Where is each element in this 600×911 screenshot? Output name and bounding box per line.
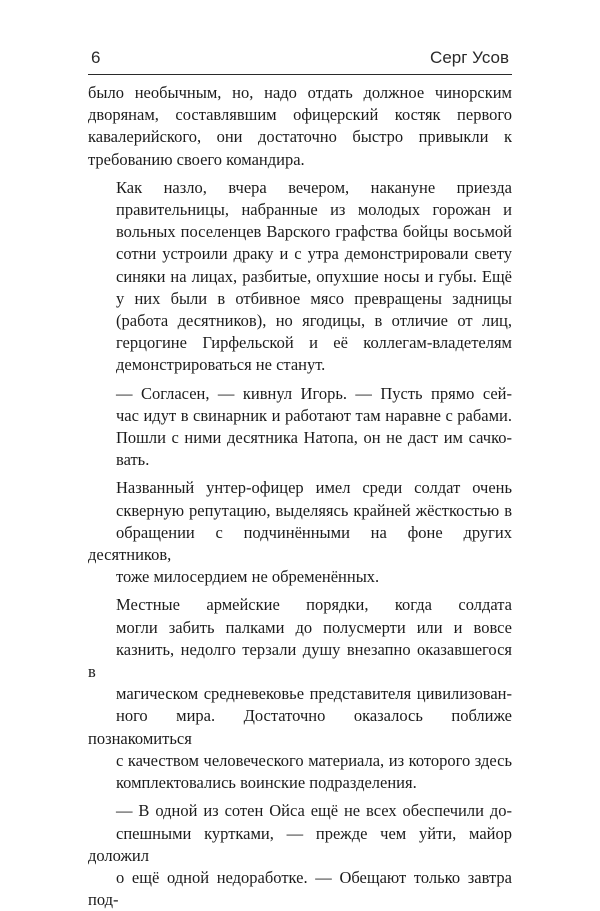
text-body (88, 82, 512, 911)
text-line: вольных поселенцев Варского графства бойцы восьмой (116, 222, 512, 242)
text-line: было необычным, но, надо отдать должное чинорским (88, 83, 512, 102)
text-line: сотни устроили драку и с утра демонстрировали свету (116, 244, 512, 264)
running-header (88, 44, 512, 75)
text-line: вать. (116, 450, 150, 470)
text-line: тоже милосердием не обременённых. (116, 567, 380, 587)
text-line: магическом средневековье представителя цивилизован- (116, 684, 512, 704)
text-line: — Согласен, — кивнул Игорь. — Пусть прямо сей- (116, 383, 512, 403)
text-line: Названный унтер-офицер имел среди солдат очень (116, 478, 512, 498)
text-line: Пошли с ними десятника Натопа, он не даст им сачко- (116, 428, 512, 448)
running-title: Серг Усов (430, 48, 509, 67)
text-line: о ещё одной недоработке. — Обещают только завтра под- (88, 867, 512, 910)
text-line: обращении с подчинёнными на фоне других десятников, (88, 522, 512, 565)
book-page (88, 44, 512, 910)
paragraph (88, 477, 512, 588)
text-line: (работа десятников), но ягодицы, в отличие от лиц, (116, 311, 512, 331)
text-line: Как назло, вчера вечером, накануне приезда (116, 177, 512, 197)
page-number: 6 (91, 48, 101, 67)
text-line: требованию своего командира. (88, 149, 305, 169)
text-line: дворянам, составлявшим офицерский костяк первого (88, 105, 512, 125)
text-line: у них были в отбивное мясо превращены задницы (116, 288, 512, 308)
text-line: синяки на лицах, разбитые, опухшие носы и губы. Ещё (116, 266, 512, 286)
text-line: скверную репутацию, выделяясь крайней жёсткостью в (116, 500, 512, 520)
text-line: комплектовались воинские подразделения. (116, 773, 417, 793)
text-line: — В одной из сотен Ойса ещё не всех обеспечили до- (116, 801, 512, 821)
text-line: спешными куртками, — прежде чем уйти, майор доложил (88, 823, 512, 865)
paragraph (88, 177, 512, 377)
paragraph (88, 383, 512, 472)
text-line: казнить, недолго терзали душу внезапно оказавшегося в (88, 639, 512, 682)
text-line: герцогине Гирфельской и её коллегам-владетелям (116, 333, 512, 353)
text-line: с качеством человеческого материала, из которого здесь (116, 750, 512, 770)
text-line: кавалерийского, они достаточно быстро привыкли к (88, 127, 512, 147)
paragraph (88, 82, 512, 171)
text-line: правительницы, набранные из молодых горожан и (116, 200, 512, 220)
paragraph (88, 800, 512, 911)
text-line: ного мира. Достаточно оказалось поближе познакомиться (88, 706, 512, 748)
text-line: могли забить палками до полусмерти или и вовсе (116, 617, 512, 637)
text-line: час идут в свинарник и работают там наравне с рабами. (116, 405, 512, 425)
text-line: Местные армейские порядки, когда солдата (116, 595, 512, 615)
text-line: демонстрироваться не станут. (116, 355, 326, 375)
paragraph (88, 594, 512, 794)
